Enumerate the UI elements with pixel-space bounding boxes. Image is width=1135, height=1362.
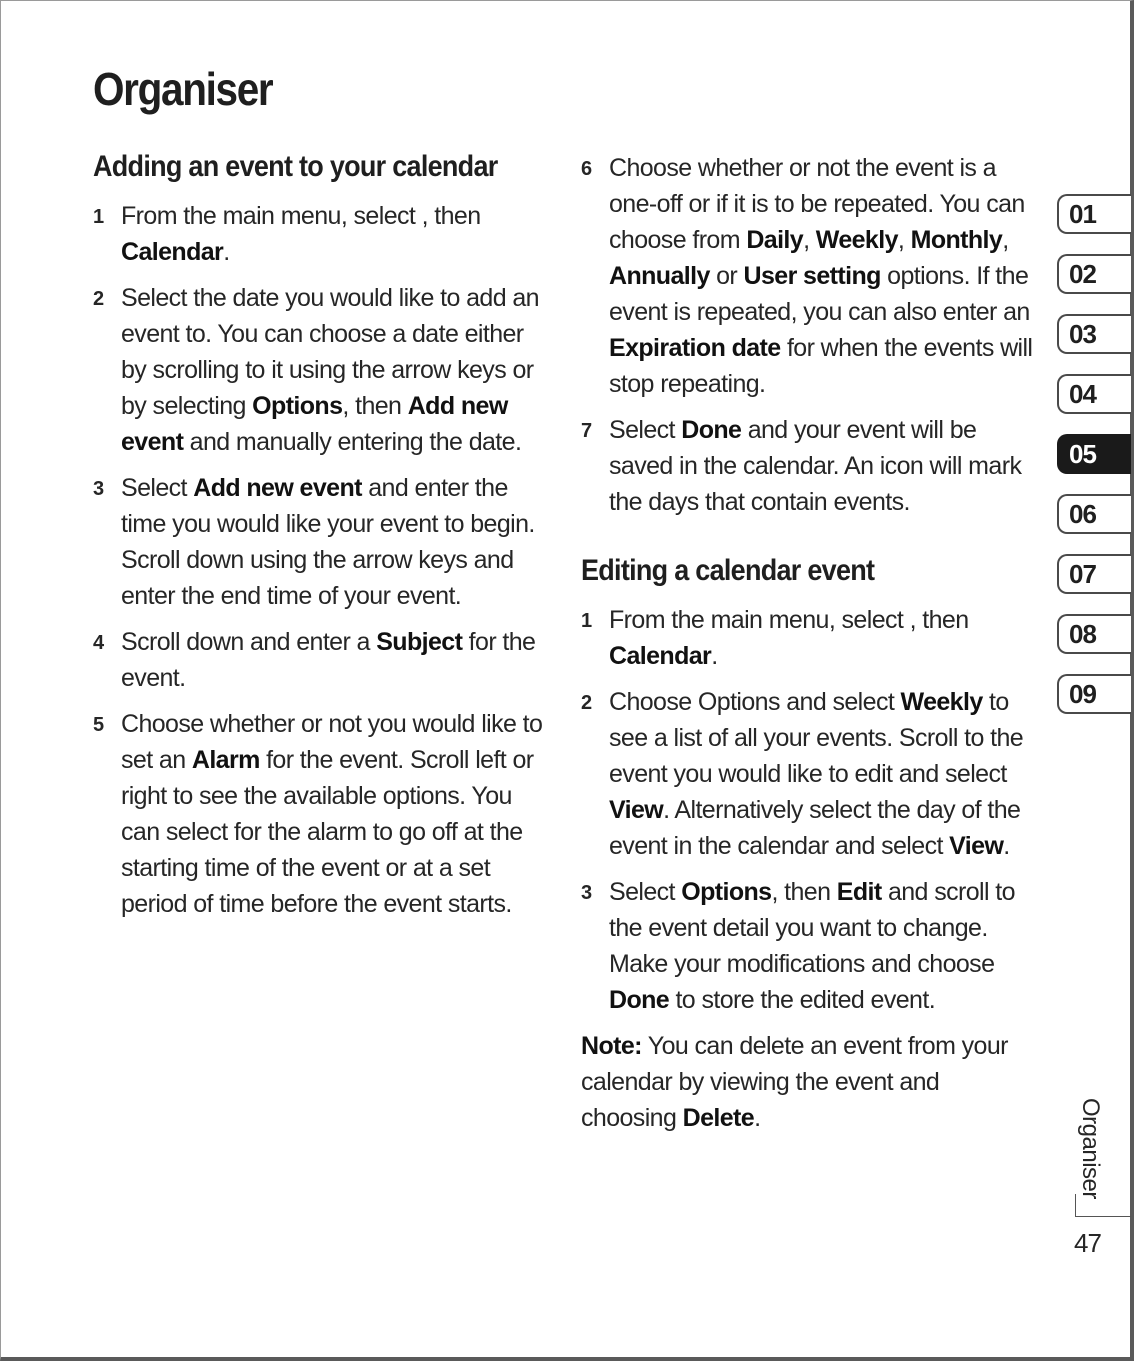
step-number: 3 — [581, 882, 592, 904]
page-number: 47 — [1074, 1228, 1101, 1258]
chapter-tab-01[interactable]: 01 — [1057, 194, 1131, 234]
chapter-tabs — [1057, 194, 1135, 734]
step-item — [581, 412, 1036, 520]
step-item — [93, 624, 553, 696]
step-item — [93, 470, 553, 614]
step-text: Choose whether or not you would like to set an Alarm for the event. Scroll left or right to see the available options. You can select for the alarm to go off at the starting time of the event or at a set period of time before the event starts. — [121, 710, 543, 918]
step-text: From the main menu, select , then Calendar. — [121, 202, 481, 266]
step-number: 2 — [581, 692, 592, 714]
right-column — [581, 150, 1036, 1136]
step-text: Select Options, then Edit and scroll to the event detail you want to change. Make your modifications and choose Done to store the edited event. — [609, 878, 1015, 1014]
editing-event-steps — [581, 602, 1036, 1018]
step-item — [581, 684, 1036, 864]
step-number: 5 — [93, 714, 104, 736]
left-column — [93, 150, 553, 932]
adding-event-steps — [93, 198, 553, 922]
chapter-tab-04[interactable]: 04 — [1057, 374, 1131, 414]
step-number: 3 — [93, 478, 104, 500]
chapter-tab-09[interactable]: 09 — [1057, 674, 1131, 714]
section-heading-adding-event: Adding an event to your calendar — [93, 150, 498, 183]
step-item — [93, 280, 553, 460]
step-text: From the main menu, select , then Calendar. — [609, 606, 969, 670]
step-text: Select Done and your event will be saved in the calendar. An icon will mark the days that contain events. — [609, 416, 1022, 516]
step-number: 4 — [93, 632, 104, 654]
step-text: Select Add new event and enter the time you would like your event to begin. Scroll down using the arrow keys and enter the end time of your event. — [121, 474, 535, 610]
step-number: 2 — [93, 288, 104, 310]
step-item — [581, 602, 1036, 674]
step-number: 1 — [93, 206, 104, 228]
step-item — [581, 874, 1036, 1018]
step-text: Choose whether or not the event is a one-off or if it is to be repeated. You can choose from Daily, Weekly, Monthly, Annually or User setting options. If the event is repeated, you can also enter an Expiration date for when the events will stop repeating. — [609, 154, 1033, 398]
chapter-tab-07[interactable]: 07 — [1057, 554, 1131, 594]
side-divider — [1075, 1216, 1131, 1217]
step-text: Choose Options and select Weekly to see a list of all your events. Scroll to the event you would like to edit and select View. Alternatively select the day of the event in the calendar and select View. — [609, 688, 1024, 860]
page-title: Organiser — [93, 63, 273, 115]
chapter-tab-03[interactable]: 03 — [1057, 314, 1131, 354]
step-text: Scroll down and enter a Subject for the event. — [121, 628, 536, 692]
side-section-label — [1068, 1098, 1108, 1208]
step-item — [93, 198, 553, 270]
section-heading-editing-event: Editing a calendar event — [581, 554, 875, 587]
chapter-tab-08[interactable]: 08 — [1057, 614, 1131, 654]
side-section-label-text: Organiser — [1077, 1098, 1104, 1199]
adding-event-steps-continued — [581, 150, 1036, 520]
note-paragraph: Note: You can delete an event from your calendar by viewing the event and choosing Delete. — [581, 1032, 1008, 1132]
side-divider-vertical — [1075, 1194, 1076, 1216]
step-number: 1 — [581, 610, 592, 632]
step-number: 7 — [581, 420, 592, 442]
chapter-tab-05[interactable]: 05 — [1057, 434, 1131, 474]
step-number: 6 — [581, 158, 592, 180]
chapter-tab-06[interactable]: 06 — [1057, 494, 1131, 534]
chapter-tab-02[interactable]: 02 — [1057, 254, 1131, 294]
step-text: Select the date you would like to add an event to. You can choose a date either by scrolling to it using the arrow keys or by selecting Options, then Add new event and manually entering the date. — [121, 284, 539, 456]
step-item — [93, 706, 553, 922]
step-item — [581, 150, 1036, 402]
